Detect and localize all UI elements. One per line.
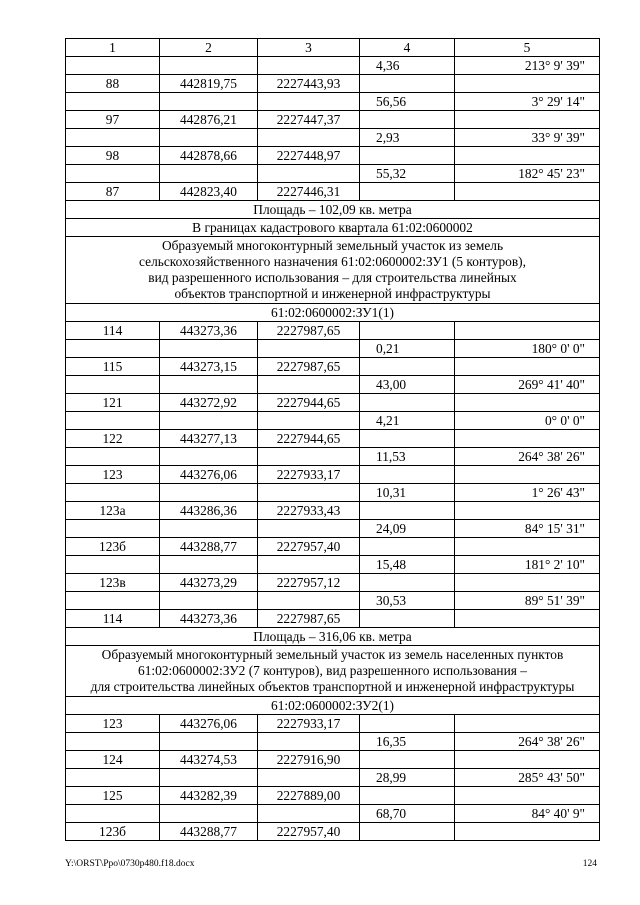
empty-cell <box>160 484 258 502</box>
segment-length: 2,93 <box>360 129 455 147</box>
empty-cell <box>258 733 360 751</box>
segment-length: 55,32 <box>360 165 455 183</box>
empty-cell <box>160 733 258 751</box>
empty-cell <box>258 805 360 823</box>
direction-angle: 1° 26' 43" <box>455 484 600 502</box>
empty-cell <box>258 412 360 430</box>
empty-cell <box>455 610 600 628</box>
empty-cell <box>455 358 600 376</box>
point-row <box>66 823 600 841</box>
point-number: 125 <box>66 787 160 805</box>
empty-cell <box>160 93 258 111</box>
empty-cell <box>258 376 360 394</box>
empty-cell <box>360 538 455 556</box>
empty-cell <box>160 556 258 574</box>
coord-x: 443273,36 <box>160 322 258 340</box>
segment-row <box>66 57 600 75</box>
empty-cell <box>66 376 160 394</box>
coord-x: 443276,06 <box>160 715 258 733</box>
header-col-5: 5 <box>455 39 600 57</box>
point-number: 123а <box>66 502 160 520</box>
segment-length: 15,48 <box>360 556 455 574</box>
footer-file-path: Y:\ORST\Ppo\0730p480.f18.docx <box>65 859 195 869</box>
point-number: 88 <box>66 75 160 93</box>
header-col-3: 3 <box>258 39 360 57</box>
coord-y: 2227987,65 <box>258 358 360 376</box>
segment-length: 43,00 <box>360 376 455 394</box>
point-row <box>66 147 600 165</box>
section-row <box>66 646 600 697</box>
section-row <box>66 628 600 646</box>
point-number: 123в <box>66 574 160 592</box>
point-row <box>66 111 600 129</box>
coord-y: 2227957,40 <box>258 823 360 841</box>
point-number: 114 <box>66 610 160 628</box>
empty-cell <box>66 93 160 111</box>
empty-cell <box>258 556 360 574</box>
point-number: 97 <box>66 111 160 129</box>
section-row <box>66 697 600 715</box>
coord-y: 2227447,37 <box>258 111 360 129</box>
point-row <box>66 394 600 412</box>
point-row <box>66 75 600 93</box>
empty-cell <box>455 147 600 165</box>
footer-page-number: 124 <box>582 859 597 869</box>
empty-cell <box>66 733 160 751</box>
point-number: 123 <box>66 715 160 733</box>
segment-row <box>66 448 600 466</box>
point-number: 123 <box>66 466 160 484</box>
segment-length: 0,21 <box>360 340 455 358</box>
segment-length: 4,21 <box>360 412 455 430</box>
empty-cell <box>455 322 600 340</box>
empty-cell <box>455 823 600 841</box>
empty-cell <box>360 574 455 592</box>
section-row <box>66 201 600 219</box>
point-number: 123б <box>66 823 160 841</box>
direction-angle: 213° 9' 39" <box>455 57 600 75</box>
empty-cell <box>360 358 455 376</box>
segment-row <box>66 340 600 358</box>
empty-cell <box>455 787 600 805</box>
point-row <box>66 574 600 592</box>
coord-x: 443274,53 <box>160 751 258 769</box>
section-line: вид разрешенного использования – для строительства линейных <box>148 270 517 285</box>
segment-length: 30,53 <box>360 592 455 610</box>
direction-angle: 181° 2' 10" <box>455 556 600 574</box>
direction-angle: 3° 29' 14" <box>455 93 600 111</box>
coord-y: 2227889,00 <box>258 787 360 805</box>
empty-cell <box>360 823 455 841</box>
section-text <box>66 237 600 304</box>
point-row <box>66 715 600 733</box>
section-line: 61:02:0600002:ЗУ2 (7 контуров), вид разрешенного использования – <box>138 663 527 678</box>
direction-angle: 84° 15' 31" <box>455 520 600 538</box>
section-line: объектов транспортной и инженерной инфраструктуры <box>174 286 491 301</box>
coord-x: 443273,36 <box>160 610 258 628</box>
direction-angle: 0° 0' 0" <box>455 412 600 430</box>
point-number: 115 <box>66 358 160 376</box>
empty-cell <box>258 340 360 358</box>
segment-length: 24,09 <box>360 520 455 538</box>
segment-row <box>66 484 600 502</box>
empty-cell <box>455 183 600 201</box>
empty-cell <box>360 610 455 628</box>
coord-x: 443288,77 <box>160 823 258 841</box>
empty-cell <box>360 147 455 165</box>
coord-y: 2227957,40 <box>258 538 360 556</box>
segment-length: 56,56 <box>360 93 455 111</box>
empty-cell <box>258 448 360 466</box>
direction-angle: 182° 45' 23" <box>455 165 600 183</box>
section-line: для строительства линейных объектов транспортной и инженерной инфраструктуры <box>90 679 575 694</box>
coord-y: 2227916,90 <box>258 751 360 769</box>
coord-x: 443288,77 <box>160 538 258 556</box>
section-row <box>66 219 600 237</box>
empty-cell <box>160 57 258 75</box>
point-row <box>66 751 600 769</box>
empty-cell <box>360 430 455 448</box>
empty-cell <box>160 376 258 394</box>
empty-cell <box>455 430 600 448</box>
direction-angle: 180° 0' 0" <box>455 340 600 358</box>
point-number: 123б <box>66 538 160 556</box>
segment-row <box>66 376 600 394</box>
point-number: 98 <box>66 147 160 165</box>
empty-cell <box>66 805 160 823</box>
section-line: сельскохозяйственного назначения 61:02:0600002:ЗУ1 (5 контуров), <box>139 254 526 269</box>
section-text: 61:02:0600002:ЗУ2(1) <box>66 697 600 715</box>
point-row <box>66 430 600 448</box>
empty-cell <box>66 520 160 538</box>
coord-x: 443277,13 <box>160 430 258 448</box>
empty-cell <box>258 520 360 538</box>
empty-cell <box>160 805 258 823</box>
empty-cell <box>360 75 455 93</box>
coord-y: 2227443,93 <box>258 75 360 93</box>
coord-y: 2227448,97 <box>258 147 360 165</box>
empty-cell <box>66 412 160 430</box>
empty-cell <box>66 592 160 610</box>
empty-cell <box>360 751 455 769</box>
point-number: 122 <box>66 430 160 448</box>
coordinates-table <box>65 38 600 841</box>
section-text: Площадь – 316,06 кв. метра <box>66 628 600 646</box>
section-text: В границах кадастрового квартала 61:02:0600002 <box>66 219 600 237</box>
segment-length: 16,35 <box>360 733 455 751</box>
empty-cell <box>258 592 360 610</box>
empty-cell <box>66 57 160 75</box>
coord-x: 443272,92 <box>160 394 258 412</box>
point-row <box>66 322 600 340</box>
section-row <box>66 304 600 322</box>
segment-row <box>66 769 600 787</box>
section-text <box>66 646 600 697</box>
empty-cell <box>160 412 258 430</box>
direction-angle: 89° 51' 39" <box>455 592 600 610</box>
section-row <box>66 237 600 304</box>
empty-cell <box>160 165 258 183</box>
empty-cell <box>360 111 455 129</box>
point-row <box>66 538 600 556</box>
empty-cell <box>66 484 160 502</box>
empty-cell <box>160 448 258 466</box>
empty-cell <box>66 129 160 147</box>
coord-x: 443273,29 <box>160 574 258 592</box>
empty-cell <box>455 502 600 520</box>
empty-cell <box>66 340 160 358</box>
empty-cell <box>360 715 455 733</box>
coord-x: 442823,40 <box>160 183 258 201</box>
empty-cell <box>360 394 455 412</box>
direction-angle: 84° 40' 9" <box>455 805 600 823</box>
section-line: Образуемый многоконтурный земельный участок из земель <box>161 238 504 253</box>
point-number: 124 <box>66 751 160 769</box>
empty-cell <box>258 484 360 502</box>
segment-row <box>66 129 600 147</box>
empty-cell <box>360 787 455 805</box>
empty-cell <box>160 520 258 538</box>
point-number: 121 <box>66 394 160 412</box>
coord-y: 2227446,31 <box>258 183 360 201</box>
segment-row <box>66 412 600 430</box>
empty-cell <box>160 592 258 610</box>
section-text: 61:02:0600002:ЗУ1(1) <box>66 304 600 322</box>
segment-length: 28,99 <box>360 769 455 787</box>
empty-cell <box>258 93 360 111</box>
segment-row <box>66 165 600 183</box>
point-row <box>66 610 600 628</box>
coord-x: 443273,15 <box>160 358 258 376</box>
coord-y: 2227957,12 <box>258 574 360 592</box>
empty-cell <box>360 502 455 520</box>
section-text: Площадь – 102,09 кв. метра <box>66 201 600 219</box>
coord-y: 2227933,17 <box>258 715 360 733</box>
segment-row <box>66 93 600 111</box>
segment-row <box>66 805 600 823</box>
empty-cell <box>66 769 160 787</box>
empty-cell <box>66 448 160 466</box>
coord-y: 2227933,43 <box>258 502 360 520</box>
direction-angle: 269° 41' 40" <box>455 376 600 394</box>
empty-cell <box>66 556 160 574</box>
empty-cell <box>258 769 360 787</box>
segment-row <box>66 556 600 574</box>
empty-cell <box>360 183 455 201</box>
empty-cell <box>160 769 258 787</box>
empty-cell <box>455 538 600 556</box>
coord-y: 2227933,17 <box>258 466 360 484</box>
coord-x: 443286,36 <box>160 502 258 520</box>
coord-y: 2227987,65 <box>258 610 360 628</box>
empty-cell <box>455 574 600 592</box>
coord-x: 442819,75 <box>160 75 258 93</box>
header-row <box>66 39 600 57</box>
segment-length: 10,31 <box>360 484 455 502</box>
direction-angle: 264° 38' 26" <box>455 733 600 751</box>
segment-row <box>66 592 600 610</box>
coord-y: 2227987,65 <box>258 322 360 340</box>
segment-length: 4,36 <box>360 57 455 75</box>
point-row <box>66 502 600 520</box>
direction-angle: 264° 38' 26" <box>455 448 600 466</box>
empty-cell <box>66 165 160 183</box>
point-number: 87 <box>66 183 160 201</box>
empty-cell <box>455 394 600 412</box>
empty-cell <box>455 466 600 484</box>
coord-y: 2227944,65 <box>258 430 360 448</box>
empty-cell <box>160 340 258 358</box>
header-col-2: 2 <box>160 39 258 57</box>
empty-cell <box>360 466 455 484</box>
table-body <box>66 39 600 841</box>
point-row <box>66 183 600 201</box>
section-line: Образуемый многоконтурный земельный участок из земель населенных пунктов <box>101 647 564 662</box>
segment-length: 11,53 <box>360 448 455 466</box>
segment-row <box>66 520 600 538</box>
point-row <box>66 466 600 484</box>
coord-y: 2227944,65 <box>258 394 360 412</box>
coord-x: 443276,06 <box>160 466 258 484</box>
direction-angle: 33° 9' 39" <box>455 129 600 147</box>
point-number: 114 <box>66 322 160 340</box>
empty-cell <box>455 111 600 129</box>
segment-length: 68,70 <box>360 805 455 823</box>
empty-cell <box>455 715 600 733</box>
empty-cell <box>258 129 360 147</box>
empty-cell <box>160 129 258 147</box>
point-row <box>66 787 600 805</box>
header-col-4: 4 <box>360 39 455 57</box>
empty-cell <box>258 57 360 75</box>
coord-x: 443282,39 <box>160 787 258 805</box>
empty-cell <box>360 322 455 340</box>
empty-cell <box>455 75 600 93</box>
point-row <box>66 358 600 376</box>
coord-x: 442878,66 <box>160 147 258 165</box>
empty-cell <box>455 751 600 769</box>
direction-angle: 285° 43' 50" <box>455 769 600 787</box>
coord-x: 442876,21 <box>160 111 258 129</box>
empty-cell <box>258 165 360 183</box>
segment-row <box>66 733 600 751</box>
header-col-1: 1 <box>66 39 160 57</box>
